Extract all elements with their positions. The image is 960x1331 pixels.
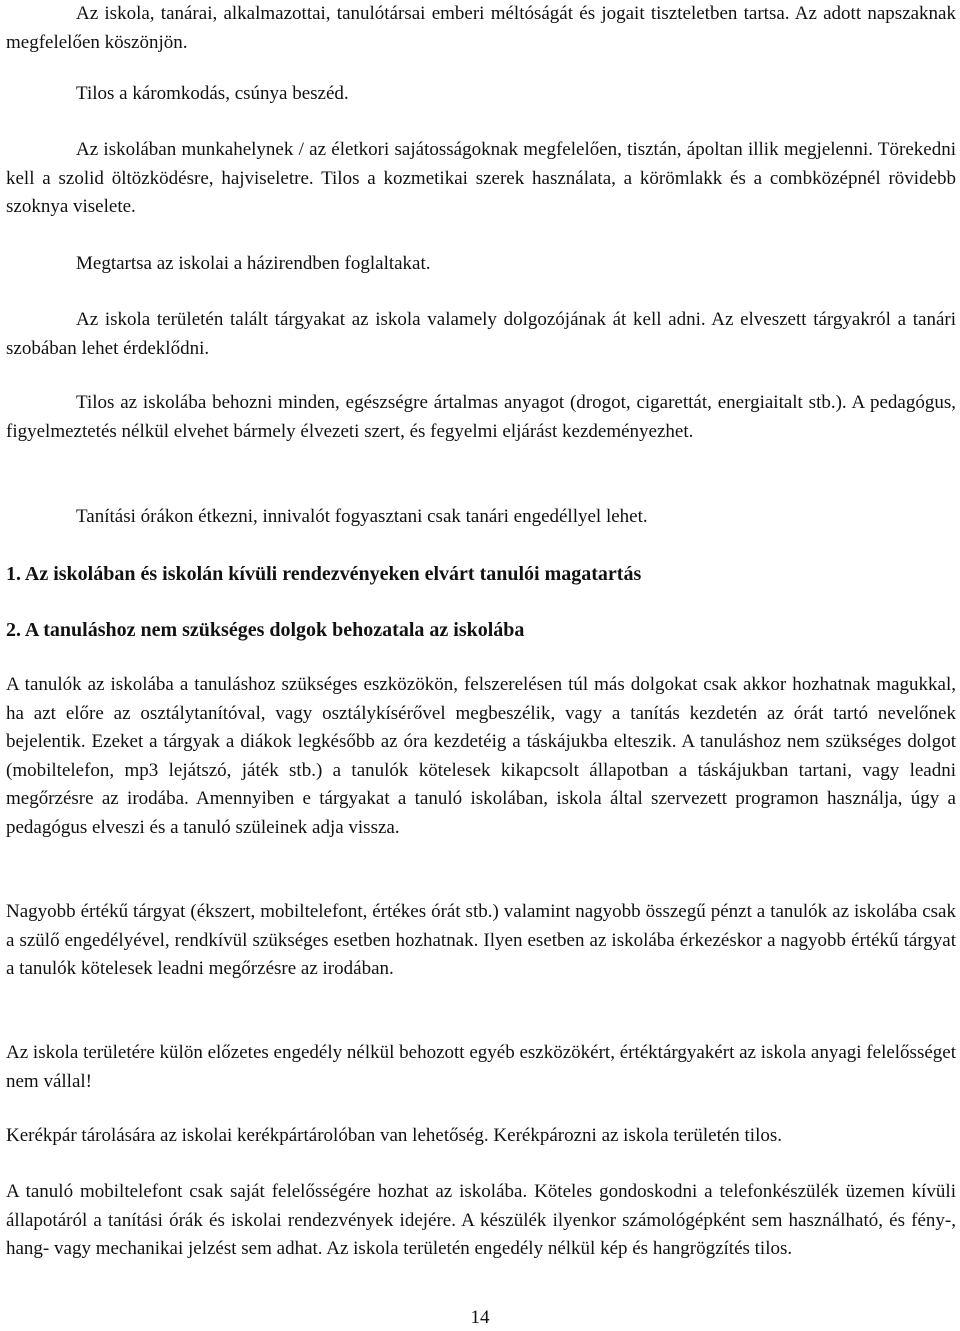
paragraph-eating: Tanítási órákon étkezni, innivalót fogyasztani csak tanári engedéllyel lehet. — [76, 506, 648, 527]
paragraph-harmful-substances: Tilos az iskolába behozni minden, egészségre ártalmas anyagot (drogot, cigarettát, energiaitalt stb.). A pedagógus, figyelmeztetés nélkül elvehet bármely élvezeti szert, és fegyelmi eljárást kezdeményezhet. — [6, 392, 956, 442]
paragraph-valuables: Nagyobb értékű tárgyat (ékszert, mobiltelefont, értékes órát stb.) valamint nagyobb összegű pénzt a tanulók az iskolába csak a szülő engedélyével, rendkívül szükséges esetben hozhatnak. Ilyen esetben az iskolába érkezéskor a nagyobb értékű tárgyat a tanulók kötelesek leadni megőrzésre az irodában. — [6, 901, 956, 979]
paragraph-house-rules: Megtartsa az iskolai a házirendben foglaltakat. — [76, 253, 431, 274]
paragraph-liability: Az iskola területére külön előzetes engedély nélkül behozott egyéb eszközökért, értéktárgyakért az iskola anyagi felelősséget nem vállal! — [6, 1042, 956, 1092]
section-heading-1: 1. Az iskolában és iskolán kívüli rendezvényeken elvárt tanulói magatartás — [6, 563, 642, 585]
paragraph-respect: Az iskola, tanárai, alkalmazottai, tanulótársai emberi méltóságát és jogait tiszteletben tartsa. Az adott napszaknak megfelelően köszönjön. — [6, 3, 956, 53]
paragraph-appearance: Az iskolában munkahelynek / az életkori sajátosságoknak megfelelően, tisztán, ápoltan illik megjelenni. Törekedni kell a szolid öltözködésre, hajviseletre. Tilos a kozmetikai szerek használata, a körömlakk és a combközépnél rövidebb szoknya viselete. — [6, 139, 956, 217]
paragraph-mobile-phone: A tanuló mobiltelefont csak saját felelősségére hozhat az iskolába. Köteles gondoskodni a telefonkészülék üzemen kívüli állapotáról a tanítási órák és iskolai rendezvények idejére. A készülék ilyenkor számológépként sem használható, és fény-, hang- vagy mechanikai jelzést sem adhat. Az iskola területén engedély nélkül kép és hangrögzítés tilos. — [6, 1181, 956, 1259]
paragraph-bicycle: Kerékpár tárolására az iskolai kerékpártárolóban van lehetőség. Kerékpározni az iskola területén tilos. — [6, 1125, 783, 1146]
paragraph-no-swearing: Tilos a káromkodás, csúnya beszéd. — [76, 83, 349, 104]
section-heading-2: 2. A tanuláshoz nem szükséges dolgok behozatala az iskolába — [6, 619, 525, 641]
page-number: 14 — [470, 1307, 490, 1328]
paragraph-found-items: Az iskola területén talált tárgyakat az iskola valamely dolgozójának át kell adni. Az elveszett tárgyakról a tanári szobában lehet érdeklődni. — [6, 309, 956, 359]
paragraph-items-rules: A tanulók az iskolába a tanuláshoz szükséges eszközökön, felszerelésen túl más dolgokat csak akkor hozhatnak magukkal, ha azt előre az osztálytanítóval, vagy osztálykísérővel megbeszélik, vagy a tanítás kezdetén az órát tartó nevelőnek bejelentik. Ezeket a tárgyak a diákok legkésőbb az óra kezdetéig a táskájukba elteszik. A tanuláshoz nem szükséges dolgot (mobiltelefon, mp3 lejátszó, játék stb.) a tanulók kötelesek kikapcsolt állapotban a táskájukban tartani, vagy leadni megőrzésre az irodába. Amennyiben e tárgyakat a tanuló iskolában, iskola által szervezett programon használja, úgy a pedagógus elveszi és a tanuló szüleinek adja vissza. — [6, 674, 956, 838]
